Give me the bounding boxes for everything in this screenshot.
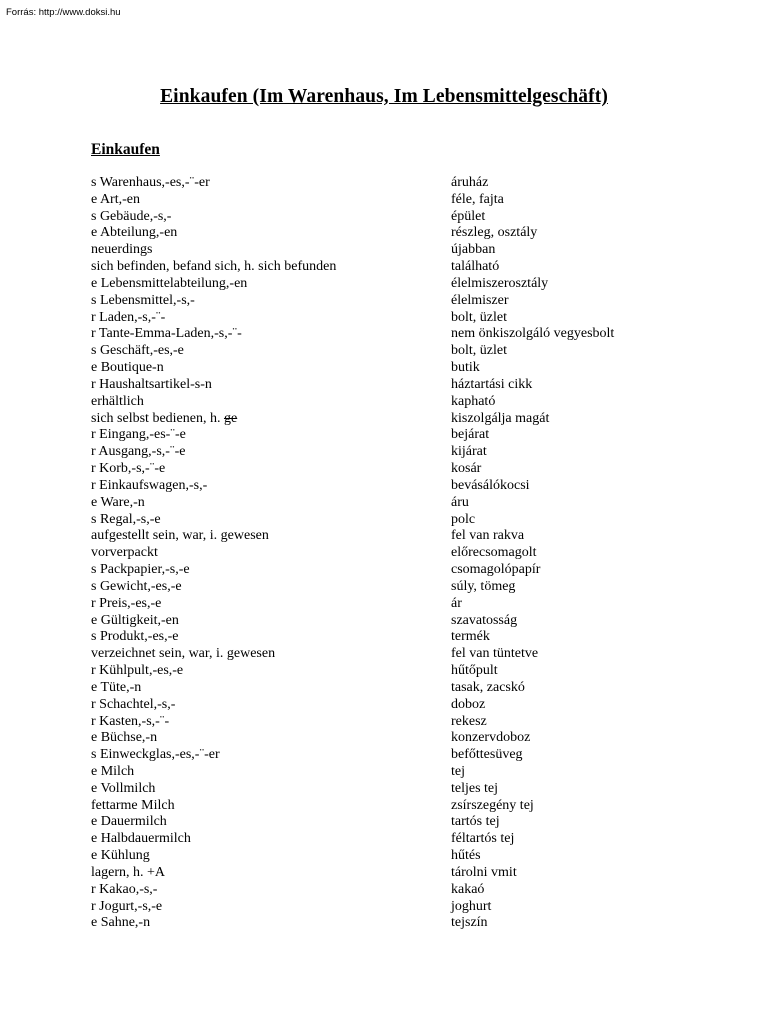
german-term: [91, 579, 182, 596]
hungarian-translation: zsírszegény tej: [451, 797, 534, 813]
german-term: [91, 882, 157, 899]
vocabulary-row: [91, 596, 691, 613]
hungarian-translation: polc: [451, 511, 476, 527]
german-term-text: e Gültigkeit,-en: [91, 612, 179, 628]
hungarian-translation: kakaó: [451, 881, 485, 897]
german-term-text: e Art,-en: [91, 191, 140, 207]
hungarian-translation: fel van tüntetve: [451, 646, 539, 662]
german-term: [91, 293, 195, 310]
hungarian-translation: nem önkiszolgáló vegyesbolt: [451, 326, 615, 342]
german-term: [91, 276, 247, 293]
german-term-text: r Schachtel,-s,-: [91, 696, 176, 712]
german-term-text: s Gebäude,-s,-: [91, 208, 172, 224]
hungarian-translation: csomagolópapír: [451, 562, 541, 578]
german-term: [91, 225, 177, 242]
vocabulary-row: [91, 747, 691, 764]
german-term: [91, 680, 141, 697]
vocabulary-row: [91, 209, 691, 226]
source-line: Forrás: http://www.doksi.hu: [6, 7, 121, 18]
hungarian-translation: kosár: [451, 461, 482, 477]
hungarian-translation: bejárat: [451, 427, 490, 443]
german-term: [91, 478, 207, 495]
german-term-text: s Produkt,-es,-e: [91, 629, 179, 645]
hungarian-translation: kapható: [451, 393, 496, 409]
hungarian-translation: súly, tömeg: [451, 578, 516, 594]
hungarian-translation: doboz: [451, 696, 486, 712]
german-term: [91, 613, 179, 630]
vocabulary-row: [91, 848, 691, 865]
vocabulary-row: [91, 865, 691, 882]
hungarian-translation: befőttesüveg: [451, 747, 523, 763]
german-term-text: verzeichnet sein, war, i. gewesen: [91, 646, 276, 662]
german-term-text: lagern, h. +A: [91, 864, 165, 880]
german-term-text: sich selbst bedienen, h.: [91, 410, 221, 426]
vocabulary-row: [91, 579, 691, 596]
german-term: [91, 714, 169, 731]
german-term-text: r Jogurt,-s,-e: [91, 898, 163, 914]
german-term-text: r Korb,-s,-¨-e: [91, 461, 166, 477]
german-term-text: e Abteilung,-en: [91, 225, 178, 241]
vocabulary-row: [91, 175, 691, 192]
german-term: [91, 730, 157, 747]
german-term: [91, 663, 183, 680]
german-term-text: e Lebensmittelabteilung,-en: [91, 275, 248, 291]
german-term-text: r Tante-Emma-Laden,-s,-¨-: [91, 326, 242, 342]
german-term: [91, 326, 242, 343]
hungarian-translation: hűtés: [451, 848, 481, 864]
vocabulary-row: [91, 697, 691, 714]
vocabulary-row: [91, 461, 691, 478]
hungarian-translation: bolt, üzlet: [451, 309, 507, 325]
german-term-text: s Einweckglas,-es,-¨-er: [91, 747, 220, 763]
hungarian-translation: élelmiszer: [451, 292, 509, 308]
german-term: [91, 495, 145, 512]
hungarian-translation: féle, fajta: [451, 191, 504, 207]
german-term: [91, 360, 164, 377]
vocabulary-row: [91, 310, 691, 327]
german-term: [91, 899, 162, 916]
vocabulary-row: [91, 259, 691, 276]
vocabulary-row: [91, 714, 691, 731]
vocabulary-row: [91, 192, 691, 209]
hungarian-translation: hűtőpult: [451, 663, 498, 679]
hungarian-translation: áruház: [451, 175, 489, 190]
german-term: [91, 242, 152, 259]
german-term: [91, 175, 210, 192]
vocabulary-row: [91, 915, 691, 932]
german-term-text: s Regal,-s,-e: [91, 511, 161, 527]
hungarian-translation: található: [451, 259, 500, 275]
german-term-text: e Halbdauermilch: [91, 831, 191, 847]
vocabulary-row: [91, 276, 691, 293]
german-term-text: r Eingang,-es-¨-e: [91, 427, 186, 443]
german-term: [91, 629, 179, 646]
vocabulary-row: [91, 798, 691, 815]
vocabulary-row: [91, 730, 691, 747]
struck-out-text: ge: [223, 410, 238, 426]
german-term: [91, 444, 185, 461]
vocabulary-row: [91, 411, 691, 428]
hungarian-translation: tartós tej: [451, 814, 500, 830]
german-term-text: r Haushaltsartikel-s-n: [91, 376, 212, 392]
german-term-text: s Warenhaus,-es,-¨-er: [91, 175, 210, 190]
german-term: [91, 427, 186, 444]
german-term-text: r Kühlpult,-es,-e: [91, 663, 184, 679]
german-term: [91, 343, 184, 360]
hungarian-translation: tasak, zacskó: [451, 679, 525, 695]
german-term-text: r Preis,-es,-e: [91, 595, 162, 611]
german-term: [91, 461, 165, 478]
hungarian-translation: ár: [451, 595, 462, 611]
hungarian-translation: tej: [451, 763, 465, 779]
vocabulary-row: [91, 225, 691, 242]
vocabulary-row: [91, 528, 691, 545]
german-term-text: erhältlich: [91, 393, 144, 409]
hungarian-translation: fel van rakva: [451, 528, 525, 544]
hungarian-translation: szavatosság: [451, 612, 518, 628]
german-term: [91, 781, 155, 798]
german-term-text: r Laden,-s,-¨-: [91, 309, 166, 325]
vocabulary-row: [91, 343, 691, 360]
german-term-text: e Boutique-n: [91, 360, 164, 376]
vocabulary-row: [91, 764, 691, 781]
vocabulary-row: [91, 427, 691, 444]
german-term: [91, 528, 269, 545]
german-term-text: s Geschäft,-es,-e: [91, 343, 184, 359]
hungarian-translation: előrecsomagolt: [451, 545, 537, 561]
german-term: [91, 848, 150, 865]
german-term-text: e Büchse,-n: [91, 730, 158, 746]
german-term: [91, 377, 212, 394]
vocabulary-row: [91, 293, 691, 310]
german-term-text: e Sahne,-n: [91, 915, 151, 931]
german-term-text: r Kakao,-s,-: [91, 881, 158, 897]
hungarian-translation: teljes tej: [451, 780, 499, 796]
hungarian-translation: újabban: [451, 242, 496, 258]
vocabulary-row: [91, 394, 691, 411]
hungarian-translation: bevásálókocsi: [451, 477, 530, 493]
german-term: [91, 545, 158, 562]
vocabulary-row: [91, 882, 691, 899]
german-term: [91, 798, 175, 815]
german-term-text: sich befinden, befand sich, h. sich befunden: [91, 259, 337, 275]
german-term: [91, 865, 165, 882]
vocabulary-row: [91, 242, 691, 259]
german-term-text: vorverpackt: [91, 545, 158, 561]
vocabulary-row: [91, 663, 691, 680]
vocabulary-row: [91, 444, 691, 461]
hungarian-translation: kijárat: [451, 444, 487, 460]
hungarian-translation: háztartási cikk: [451, 376, 533, 392]
hungarian-translation: élelmiszerosztály: [451, 275, 549, 291]
german-term-text: r Kasten,-s,-¨-: [91, 713, 170, 729]
german-term: [91, 814, 167, 831]
vocabulary-row: [91, 377, 691, 394]
german-term-text: neuerdings: [91, 242, 153, 258]
hungarian-translation: tejszín: [451, 915, 488, 931]
vocabulary-row: [91, 326, 691, 343]
german-term: [91, 596, 161, 613]
german-term: [91, 209, 171, 226]
hungarian-translation: konzervdoboz: [451, 730, 531, 746]
hungarian-translation: butik: [451, 360, 480, 376]
german-term-text: e Dauermilch: [91, 814, 167, 830]
german-term: [91, 915, 150, 932]
german-term-text: r Ausgang,-s,-¨-e: [91, 444, 186, 460]
vocabulary-row: [91, 613, 691, 630]
hungarian-translation: termék: [451, 629, 490, 645]
vocabulary-list: [91, 175, 691, 932]
german-term-text: s Packpapier,-s,-e: [91, 562, 190, 578]
hungarian-translation: rekesz: [451, 713, 487, 729]
hungarian-translation: joghurt: [451, 898, 492, 914]
hungarian-translation: féltartós tej: [451, 831, 515, 847]
german-term-text: e Ware,-n: [91, 494, 145, 510]
vocabulary-row: [91, 781, 691, 798]
vocabulary-row: [91, 545, 691, 562]
german-term: [91, 411, 237, 428]
german-term: [91, 747, 220, 764]
vocabulary-row: [91, 360, 691, 377]
vocabulary-row: [91, 495, 691, 512]
vocabulary-row: [91, 646, 691, 663]
hungarian-translation: részleg, osztály: [451, 225, 538, 241]
vocabulary-row: [91, 831, 691, 848]
hungarian-translation: kiszolgálja magát: [451, 410, 550, 426]
vocabulary-row: [91, 814, 691, 831]
hungarian-translation: tárolni vmit: [451, 864, 517, 880]
vocabulary-row: [91, 680, 691, 697]
german-term-text: aufgestellt sein, war, i. gewesen: [91, 528, 269, 544]
german-term: [91, 562, 190, 579]
german-term-text: e Tüte,-n: [91, 679, 142, 695]
german-term-text: e Kühlung: [91, 848, 150, 864]
german-term-text: fettarme Milch: [91, 797, 175, 813]
hungarian-translation: áru: [451, 494, 469, 510]
hungarian-translation: épület: [451, 208, 486, 224]
german-term-text: s Lebensmittel,-s,-: [91, 292, 195, 308]
german-term-text: s Gewicht,-es,-e: [91, 578, 182, 594]
german-term: [91, 192, 140, 209]
german-term: [91, 394, 144, 411]
german-term: [91, 764, 134, 781]
german-term-text: e Milch: [91, 763, 135, 779]
vocabulary-row: [91, 512, 691, 529]
german-term: [91, 310, 165, 327]
vocabulary-row: [91, 629, 691, 646]
hungarian-translation: bolt, üzlet: [451, 343, 507, 359]
german-term-text: r Einkaufswagen,-s,-: [91, 477, 208, 493]
vocabulary-row: [91, 478, 691, 495]
german-term: [91, 259, 336, 276]
page-title: Einkaufen (Im Warenhaus, Im Lebensmittelgeschäft): [160, 86, 608, 107]
german-term: [91, 646, 275, 663]
vocabulary-row: [91, 899, 691, 916]
german-term-text: e Vollmilch: [91, 780, 156, 796]
section-heading: Einkaufen: [91, 141, 160, 158]
german-term: [91, 512, 161, 529]
german-term: [91, 831, 191, 848]
german-term: [91, 697, 175, 714]
vocabulary-row: [91, 562, 691, 579]
